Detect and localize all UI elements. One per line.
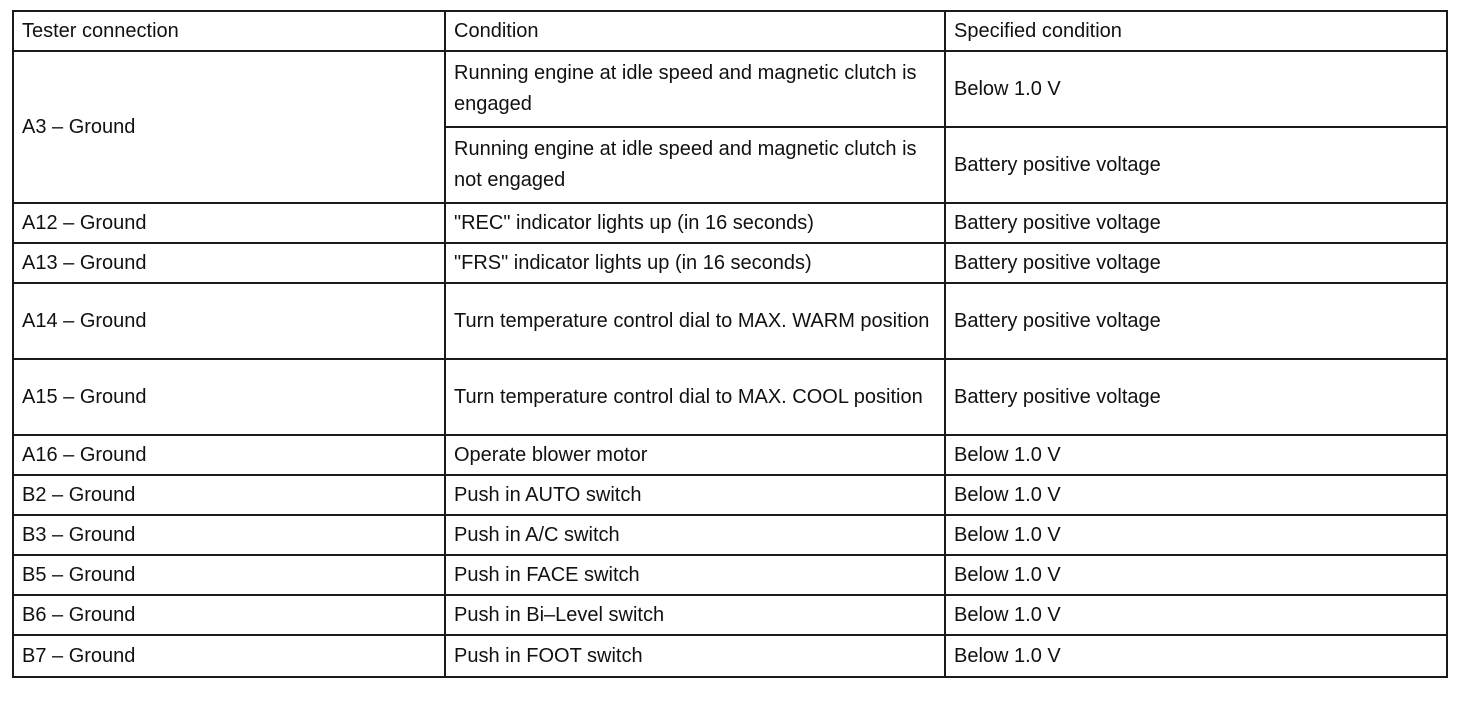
cell-specified-condition: Battery positive voltage <box>945 359 1447 435</box>
cell-condition: Turn temperature control dial to MAX. WARM position <box>445 283 945 359</box>
cell-tester-connection: A15 – Ground <box>13 359 445 435</box>
cell-tester-connection: A16 – Ground <box>13 435 445 475</box>
cell-condition: Push in AUTO switch <box>445 475 945 515</box>
cell-tester-connection: B3 – Ground <box>13 515 445 555</box>
cell-condition: "REC" indicator lights up (in 16 seconds) <box>445 203 945 243</box>
cell-tester-connection: A14 – Ground <box>13 283 445 359</box>
header-specified-condition: Specified condition <box>945 11 1447 51</box>
cell-specified-condition: Below 1.0 V <box>945 595 1447 635</box>
table-row <box>13 435 1447 475</box>
cell-tester-connection: B7 – Ground <box>13 635 445 677</box>
cell-specified-condition: Below 1.0 V <box>945 51 1447 127</box>
table-row <box>13 283 1447 359</box>
cell-condition: Running engine at idle speed and magnetic clutch is engaged <box>445 51 945 127</box>
cell-condition: Operate blower motor <box>445 435 945 475</box>
table-row <box>13 555 1447 595</box>
cell-specified-condition: Below 1.0 V <box>945 635 1447 677</box>
cell-condition: Push in FACE switch <box>445 555 945 595</box>
table-row <box>13 475 1447 515</box>
table-row <box>13 51 1447 127</box>
cell-tester-connection: B2 – Ground <box>13 475 445 515</box>
cell-condition: Push in A/C switch <box>445 515 945 555</box>
cell-tester-connection: B6 – Ground <box>13 595 445 635</box>
table-row <box>13 243 1447 283</box>
cell-specified-condition: Battery positive voltage <box>945 127 1447 203</box>
cell-specified-condition: Below 1.0 V <box>945 435 1447 475</box>
cell-condition: Running engine at idle speed and magnetic clutch is not engaged <box>445 127 945 203</box>
cell-condition: Push in Bi–Level switch <box>445 595 945 635</box>
tester-connection-table <box>12 10 1448 678</box>
cell-tester-connection: A12 – Ground <box>13 203 445 243</box>
table-row <box>13 635 1447 677</box>
cell-tester-connection: B5 – Ground <box>13 555 445 595</box>
header-condition: Condition <box>445 11 945 51</box>
cell-tester-connection: A13 – Ground <box>13 243 445 283</box>
cell-specified-condition: Below 1.0 V <box>945 475 1447 515</box>
table-wrapper <box>12 10 1448 678</box>
table-row <box>13 595 1447 635</box>
cell-specified-condition: Below 1.0 V <box>945 555 1447 595</box>
table-row <box>13 359 1447 435</box>
cell-specified-condition: Battery positive voltage <box>945 243 1447 283</box>
cell-specified-condition: Below 1.0 V <box>945 515 1447 555</box>
cell-condition: Push in FOOT switch <box>445 635 945 677</box>
table-row <box>13 515 1447 555</box>
table-row <box>13 203 1447 243</box>
cell-specified-condition: Battery positive voltage <box>945 203 1447 243</box>
cell-specified-condition: Battery positive voltage <box>945 283 1447 359</box>
header-row <box>13 11 1447 51</box>
cell-tester-connection: A3 – Ground <box>13 51 445 203</box>
header-tester-connection: Tester connection <box>13 11 445 51</box>
cell-condition: "FRS" indicator lights up (in 16 seconds) <box>445 243 945 283</box>
cell-condition: Turn temperature control dial to MAX. COOL position <box>445 359 945 435</box>
